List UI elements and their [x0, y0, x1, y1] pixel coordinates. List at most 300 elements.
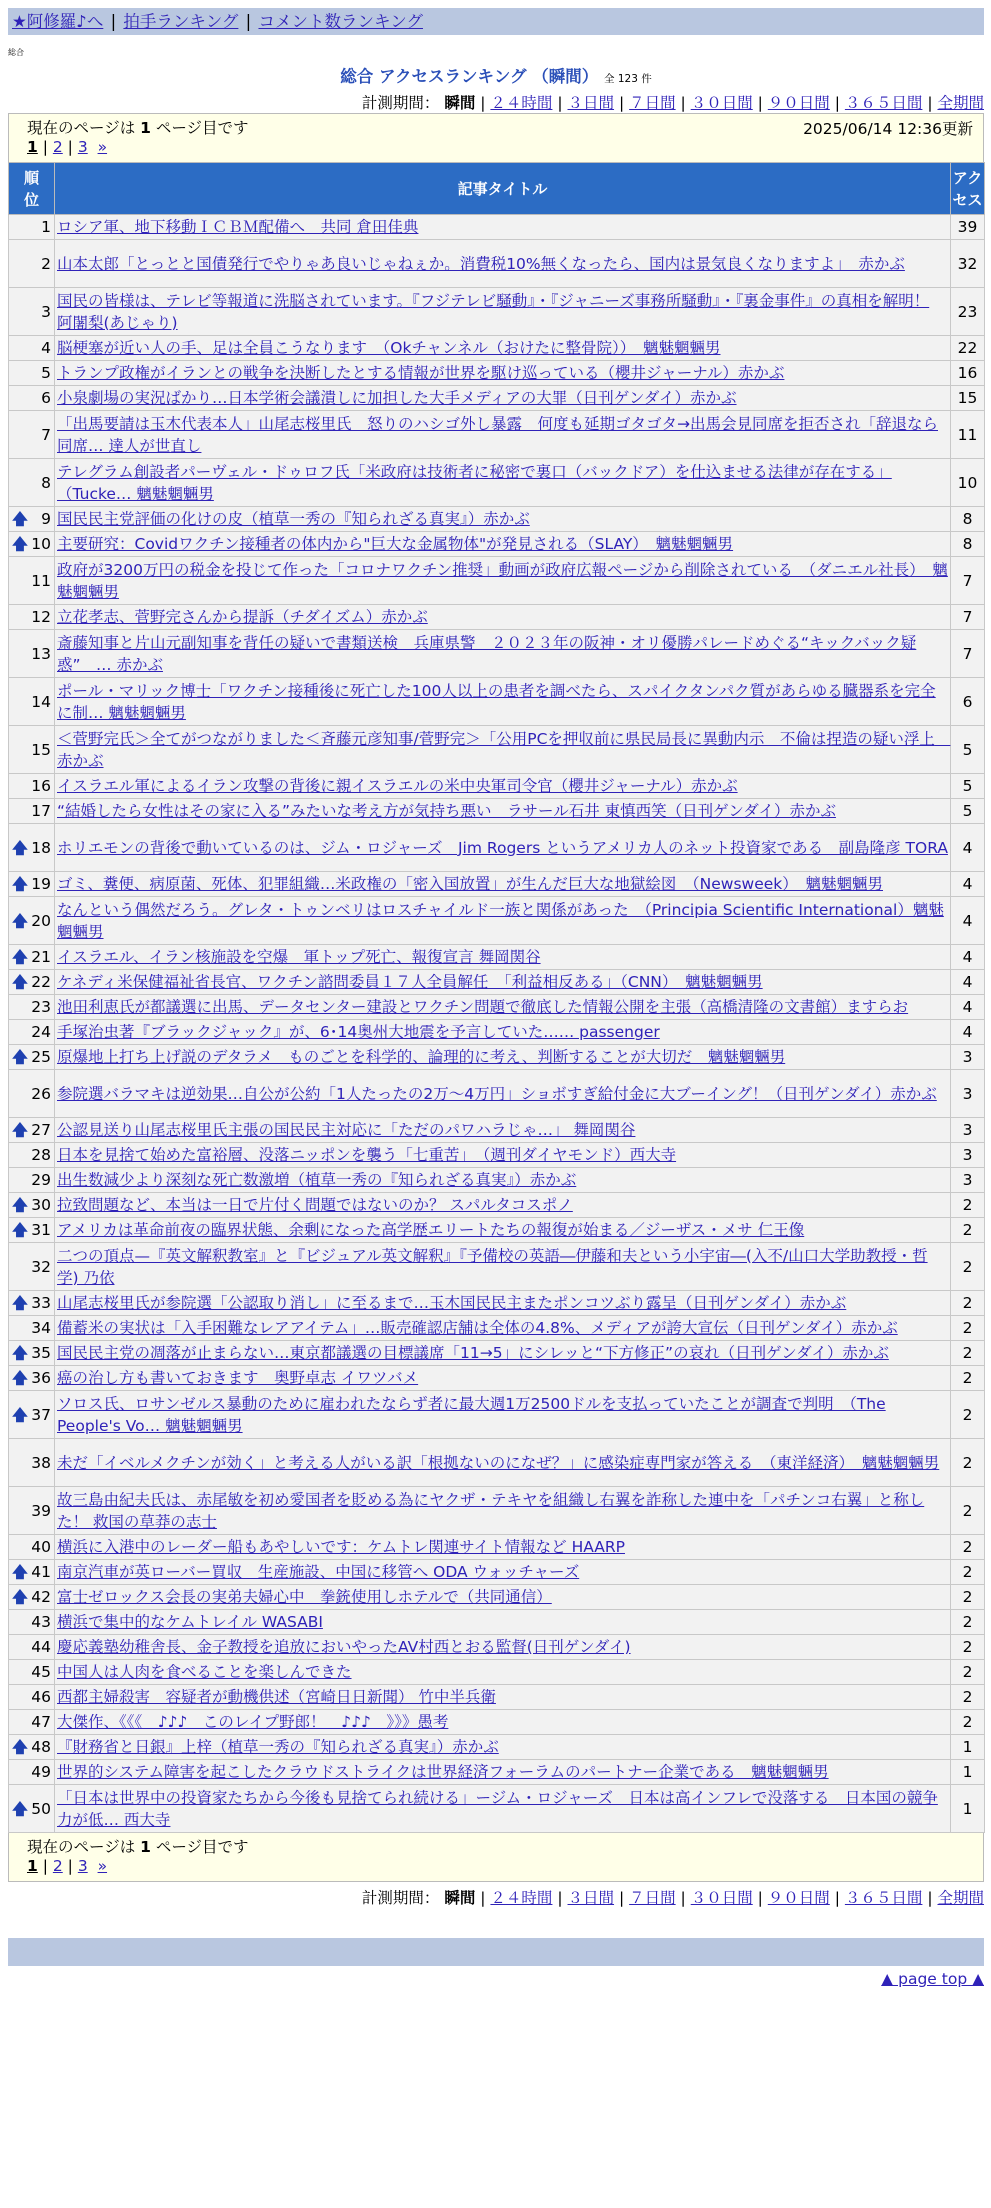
title-cell — [55, 1487, 951, 1535]
article-link[interactable]: ホリエモンの背後で動いているのは、ジム・ロジャーズ Jim Rogers というアメリカ人のネット投資家である 副島隆彦 TORA — [57, 838, 948, 857]
access-cell: 7 — [951, 605, 985, 630]
access-cell: 5 — [951, 774, 985, 799]
rank-cell: 34 — [9, 1316, 55, 1341]
title-cell — [55, 1218, 951, 1243]
access-cell: 4 — [951, 945, 985, 970]
page-links: 1 | 2 | 3 » — [27, 138, 108, 156]
access-cell: 2 — [951, 1341, 985, 1366]
title-cell — [55, 1020, 951, 1045]
title-cell — [55, 1291, 951, 1316]
title-cell — [55, 1560, 951, 1585]
table-row — [9, 1560, 985, 1585]
comment-ranking-link[interactable]: コメント数ランキング — [258, 12, 423, 31]
title-cell — [55, 824, 951, 872]
access-cell: 8 — [951, 532, 985, 557]
rank-cell: 🡅 21 — [9, 945, 55, 970]
rank-cell: 24 — [9, 1020, 55, 1045]
article-link[interactable]: 小泉劇場の実況ばかり…日本学術会議潰しに加担した大手メディアの大罪（日刊ゲンダイ）赤かぶ — [57, 389, 737, 407]
access-cell: 4 — [951, 970, 985, 995]
article-link[interactable]: 手塚治虫著『ブラックジャック』が、6･14奥州大地震を予言していた…… passenger — [57, 1023, 660, 1041]
up-arrow-icon: 🡅 — [12, 948, 28, 966]
article-link[interactable]: 原爆地上打ち上げ説のデタラメ ものごとを科学的、論理的に考え、判断することが大切だ 魑魅魍魎男 — [57, 1048, 786, 1066]
up-arrow-icon: 🡅 — [12, 1221, 28, 1239]
updated-time: 2025/06/14 12:36更新 — [803, 120, 973, 138]
table-row — [9, 1535, 985, 1560]
rank-cell: 3 — [9, 288, 55, 336]
rank-cell: 2 — [9, 240, 55, 288]
rank-cell: 46 — [9, 1685, 55, 1710]
page-title — [8, 63, 984, 87]
page-status: 現在のページは 1 ページ目です — [27, 119, 249, 137]
access-cell: 6 — [951, 678, 985, 726]
rank-cell: 🡅 48 — [9, 1735, 55, 1760]
title-cell — [55, 1735, 951, 1760]
title-cell — [55, 288, 951, 336]
table-row — [9, 1735, 985, 1760]
up-arrow-icon: 🡅 — [12, 1048, 28, 1066]
rank-cell: 32 — [9, 1243, 55, 1291]
page-top-link[interactable]: ▲ page top ▲ — [881, 1970, 984, 1988]
rank-cell: 28 — [9, 1143, 55, 1168]
rank-cell: 1 — [9, 215, 55, 240]
table-row — [9, 726, 985, 774]
article-link[interactable]: 世界的システム障害を起こしたクラウドストライクは世界経済フォーラムのパートナー企業である 魑魅魍魎男 — [57, 1763, 829, 1781]
article-link[interactable]: 日本を見捨て始めた富裕層、没落ニッポンを襲う「七重苦」 （週刊ダイヤモンド）西大寺 — [57, 1146, 677, 1164]
article-link[interactable]: 癌の治し方も書いておきます 奥野卓志 イワツバメ — [57, 1369, 419, 1387]
table-row — [9, 215, 985, 240]
period-link[interactable]: ３日間 — [567, 94, 615, 112]
article-link[interactable]: 池田利恵氏が都議選に出馬、データセンター建設とワクチン問題で徹底した情報公開を主張（高橋清隆の文書館）ますらお — [57, 998, 909, 1016]
access-cell: 2 — [951, 1535, 985, 1560]
article-link[interactable]: 「出馬要請は玉木代表本人」山尾志桜里氏 怒りのハシゴ外し暴露 何度も延期ゴタゴタ→出馬会見同席を拒否され「辞退なら同席… 達人が世直し — [57, 414, 938, 455]
access-cell: 2 — [951, 1685, 985, 1710]
access-cell: 2 — [951, 1439, 985, 1487]
rank-cell: 🡅 35 — [9, 1341, 55, 1366]
title-cell — [55, 970, 951, 995]
access-cell: 3 — [951, 1070, 985, 1118]
access-cell: 7 — [951, 557, 985, 605]
access-cell: 3 — [951, 1168, 985, 1193]
table-row — [9, 459, 985, 507]
table-row — [9, 897, 985, 945]
access-cell: 1 — [951, 1760, 985, 1785]
article-link[interactable]: 「日本は世界中の投資家たちから今後も見捨てられ続ける」ージム・ロジャーズ 日本は高インフレで没落する 日本国の競争力が低… 西大寺 — [57, 1788, 938, 1829]
title-cell — [55, 872, 951, 897]
rank-cell: 🡅 9 — [9, 507, 55, 532]
table-row — [9, 774, 985, 799]
up-arrow-icon: 🡅 — [12, 535, 28, 553]
table-row — [9, 1020, 985, 1045]
rank-cell: 🡅 33 — [9, 1291, 55, 1316]
title-cell — [55, 1439, 951, 1487]
article-link[interactable]: 大傑作、《《《 ♪♪♪ このレイプ野郎！ ♪♪♪ 》》》愚考 — [57, 1713, 449, 1731]
page-link[interactable]: 2 — [52, 1857, 63, 1875]
access-cell: 2 — [951, 1635, 985, 1660]
period-link[interactable]: ３０日間 — [690, 94, 753, 112]
access-cell: 2 — [951, 1610, 985, 1635]
table-row — [9, 1218, 985, 1243]
period-label: 計測期間： — [361, 1889, 440, 1907]
article-link[interactable]: ポール・マリック博士「ワクチン接種後に死亡した100人以上の患者を調べたら、スパイクタンパク質があらゆる臓器系を完全に制… 魑魅魍魎男 — [57, 681, 936, 722]
page-link[interactable]: » — [97, 138, 108, 156]
table-row — [9, 386, 985, 411]
rank-cell: 23 — [9, 995, 55, 1020]
title-cell — [55, 897, 951, 945]
title-cell — [55, 1316, 951, 1341]
rank-cell: 🡅 31 — [9, 1218, 55, 1243]
article-link[interactable]: テレグラム創設者パーヴェル・ドゥロフ氏「米政府は技術者に秘密で裏口（バックドア）を仕込ませる法律が存在する」（Tucke… 魑魅魍魎男 — [57, 462, 892, 503]
up-arrow-icon: 🡅 — [12, 1196, 28, 1214]
article-link[interactable]: イスラエル軍によるイラン攻撃の背後に親イスラエルの米中央軍司令官（櫻井ジャーナル）赤かぶ — [57, 777, 738, 795]
period-link[interactable]: ７日間 — [629, 94, 676, 112]
home-link[interactable]: ★阿修羅♪へ — [12, 12, 104, 31]
rank-cell: 🡅 41 — [9, 1560, 55, 1585]
title-cell — [55, 215, 951, 240]
rank-cell: 7 — [9, 411, 55, 459]
up-arrow-icon: 🡅 — [12, 1563, 28, 1581]
title-cell — [55, 386, 951, 411]
up-arrow-icon: 🡅 — [12, 875, 28, 893]
article-link[interactable]: 斎藤知事と片山元副知事を背任の疑いで書類送検 兵庫県警 ２０２３年の阪神・オリ優勝パレードめぐる“キックバック疑惑” … 赤かぶ — [57, 633, 917, 674]
access-cell: 2 — [951, 1218, 985, 1243]
title-cell — [55, 1635, 951, 1660]
title-cell — [55, 507, 951, 532]
nav-separator: | — [110, 12, 117, 31]
up-arrow-icon: 🡅 — [12, 1738, 28, 1756]
access-cell: 8 — [951, 507, 985, 532]
period-link[interactable]: ７日間 — [629, 1889, 676, 1907]
title-cell — [55, 532, 951, 557]
rank-cell: 29 — [9, 1168, 55, 1193]
title-cell — [55, 411, 951, 459]
article-link[interactable]: ＜菅野完氏＞全てがつながりました＜斉藤元彦知事/菅野完＞「公用PCを押収前に県民局長に異動内示 不倫は捏造の疑い浮上 赤かぶ — [57, 729, 951, 770]
article-link[interactable]: 主要研究：Covidワクチン接種者の体内から"巨大な金属物体"が発見される（SLAY） 魑魅魍魎男 — [57, 535, 734, 553]
rank-cell: 🡅 19 — [9, 872, 55, 897]
page-links: 1 | 2 | 3 » — [27, 1857, 108, 1875]
access-header: アクセス — [951, 163, 985, 215]
table-row — [9, 1710, 985, 1735]
title-cell — [55, 678, 951, 726]
title-cell — [55, 1243, 951, 1291]
table-row — [9, 995, 985, 1020]
article-link[interactable]: 山尾志桜里氏が参院選「公認取り消し」に至るまで…玉木国民民主またポンコツぶり露呈（日刊ゲンダイ）赤かぶ — [57, 1294, 847, 1312]
title-cell — [55, 1070, 951, 1118]
table-row — [9, 630, 985, 678]
access-cell: 4 — [951, 872, 985, 897]
up-arrow-icon: 🡅 — [12, 1344, 28, 1362]
access-cell: 4 — [951, 897, 985, 945]
up-arrow-icon: 🡅 — [12, 1294, 28, 1312]
page-link[interactable]: 3 — [77, 1857, 88, 1875]
table-row — [9, 240, 985, 288]
article-link[interactable]: 未だ「イベルメクチンが効く」と考える人がいる訳「根拠ないのになぜ？」に感染症専門家が答える （東洋経済） 魑魅魍魎男 — [57, 1453, 940, 1472]
period-link[interactable]: 全期間 — [937, 94, 984, 112]
title-cell — [55, 605, 951, 630]
article-link[interactable]: ゴミ、糞便、病原菌、死体、犯罪組織…米政権の「密入国放置」が生んだ巨大な地獄絵図 （Newsweek） 魑魅魍魎男 — [57, 875, 883, 893]
table-row — [9, 1045, 985, 1070]
page-title-text: 総合 アクセスランキング （瞬間） — [340, 67, 599, 86]
rank-header: 順位 — [9, 163, 55, 215]
footer-bar — [8, 1938, 984, 1966]
article-link[interactable]: 慶応義塾幼稚舎長、金子教授を追放においやったAV村西とおる監督(日刊ゲンダイ) — [57, 1638, 631, 1656]
table-row — [9, 532, 985, 557]
article-link[interactable]: イスラエル、イラン核施設を空爆 軍トップ死亡、報復宣言 舞岡関谷 — [57, 948, 541, 966]
table-row — [9, 1143, 985, 1168]
table-row — [9, 1118, 985, 1143]
article-link[interactable]: ソロス氏、ロサンゼルス暴動のために雇われたならず者に最大週1万2500ドルを支払っていたことが調査で判明 （The People's Vo… 魑魅魍魎男 — [57, 1394, 886, 1435]
article-link[interactable]: 中国人は人肉を食べることを楽しんできた — [57, 1663, 352, 1681]
access-cell: 10 — [951, 459, 985, 507]
page-link[interactable]: » — [97, 1857, 108, 1875]
rank-cell: 15 — [9, 726, 55, 774]
title-cell — [55, 1535, 951, 1560]
article-link[interactable]: 富士ゼロックス会長の実弟夫婦心中 拳銃使用しホテルで（共同通信） — [57, 1588, 552, 1606]
period-link[interactable]: 全期間 — [937, 1889, 984, 1907]
access-cell: 2 — [951, 1243, 985, 1291]
article-link[interactable]: “結婚したら女性はその家に入る”みたいな考え方が気持ち悪い ラサール石井 東慎西笑（日刊ゲンダイ）赤かぶ — [57, 802, 836, 820]
period-link[interactable]: ９０日間 — [767, 1889, 830, 1907]
access-cell: 4 — [951, 1020, 985, 1045]
ranking-table — [8, 162, 985, 1833]
table-row — [9, 970, 985, 995]
up-arrow-icon: 🡅 — [12, 1405, 28, 1424]
title-cell — [55, 1685, 951, 1710]
title-cell — [55, 1366, 951, 1391]
rank-cell: 26 — [9, 1070, 55, 1118]
category-tag: 総合 — [8, 48, 24, 57]
rank-cell: 🡅 20 — [9, 897, 55, 945]
title-cell — [55, 630, 951, 678]
current-page: 1 — [27, 1857, 38, 1875]
up-arrow-icon: 🡅 — [12, 510, 28, 528]
up-arrow-icon: 🡅 — [12, 1799, 28, 1818]
period-link[interactable]: ３６５日間 — [844, 1889, 923, 1907]
article-link[interactable]: 立花孝志、菅野完さんから提訴（チダイズム）赤かぶ — [57, 608, 428, 626]
article-link[interactable]: 参院選バラマキは逆効果…自公が公約「1人たったの2万～4万円」ショボすぎ給付金に大ブーイング！（日刊ゲンダイ）赤かぶ — [57, 1084, 937, 1103]
title-cell — [55, 361, 951, 386]
rank-cell: 5 — [9, 361, 55, 386]
table-row — [9, 288, 985, 336]
period-current: 瞬間 — [444, 1889, 476, 1907]
up-arrow-icon: 🡅 — [12, 1588, 28, 1606]
access-cell: 2 — [951, 1560, 985, 1585]
top-nav — [8, 8, 984, 35]
rank-cell: 🡅 36 — [9, 1366, 55, 1391]
title-cell — [55, 1118, 951, 1143]
access-cell: 2 — [951, 1585, 985, 1610]
table-row — [9, 824, 985, 872]
access-cell: 1 — [951, 1785, 985, 1833]
rank-cell: 45 — [9, 1660, 55, 1685]
title-cell — [55, 1760, 951, 1785]
table-row — [9, 872, 985, 897]
article-link[interactable]: 故三島由紀夫氏は、赤尾敏を初め愛国者を貶める為にヤクザ・テキヤを組織し右翼を詐称した連中を「パチンコ右翼」と称した！ 救国の草莽の志士 — [57, 1490, 925, 1531]
title-cell — [55, 1710, 951, 1735]
rank-cell: 43 — [9, 1610, 55, 1635]
table-row — [9, 799, 985, 824]
table-row — [9, 1193, 985, 1218]
access-cell: 2 — [951, 1487, 985, 1535]
title-cell — [55, 240, 951, 288]
access-cell: 16 — [951, 361, 985, 386]
rank-cell: 🡅 37 — [9, 1391, 55, 1439]
title-cell — [55, 995, 951, 1020]
access-cell: 4 — [951, 824, 985, 872]
rank-cell: 4 — [9, 336, 55, 361]
article-link[interactable]: 横浜で集中的なケムトレイル WASABI — [57, 1613, 323, 1631]
access-cell: 5 — [951, 799, 985, 824]
table-row — [9, 507, 985, 532]
title-cell — [55, 557, 951, 605]
table-row — [9, 1785, 985, 1833]
table-row — [9, 1635, 985, 1660]
table-row — [9, 1610, 985, 1635]
access-cell: 11 — [951, 411, 985, 459]
rank-cell: 11 — [9, 557, 55, 605]
rank-cell: 44 — [9, 1635, 55, 1660]
article-link[interactable]: ロシア軍、地下移動ＩＣＢＭ配備へ 共同 倉田佳典 — [57, 218, 419, 236]
table-row — [9, 1585, 985, 1610]
article-link[interactable]: 出生数減少より深刻な死亡数激増（植草一秀の『知られざる真実』）赤かぶ — [57, 1171, 577, 1189]
access-cell: 2 — [951, 1391, 985, 1439]
access-cell: 2 — [951, 1316, 985, 1341]
pager-top — [8, 113, 984, 162]
period-label: 計測期間： — [361, 94, 440, 112]
access-cell: 1 — [951, 1735, 985, 1760]
table-row — [9, 1291, 985, 1316]
rank-cell: 13 — [9, 630, 55, 678]
title-cell — [55, 799, 951, 824]
page-link[interactable]: 3 — [77, 138, 88, 156]
rank-cell: 🡅 25 — [9, 1045, 55, 1070]
rank-cell: 39 — [9, 1487, 55, 1535]
title-cell — [55, 1660, 951, 1685]
article-link[interactable]: 備蓄米の実状は「入手困難なレアアイテム」…販売確認店舗は全体の4.8%、メディアが誇大宣伝（日刊ゲンダイ）赤かぶ — [57, 1319, 898, 1337]
title-cell — [55, 1045, 951, 1070]
rank-cell: 6 — [9, 386, 55, 411]
access-cell: 2 — [951, 1366, 985, 1391]
title-cell — [55, 945, 951, 970]
table-row — [9, 945, 985, 970]
article-link[interactable]: なんという偶然だろう。グレタ・トゥンベリはロスチャイルド一族と関係があった （Principia Scientific International）魑魅魍魎男 — [57, 900, 944, 941]
table-row — [9, 678, 985, 726]
current-page: 1 — [27, 138, 38, 156]
access-cell: 3 — [951, 1118, 985, 1143]
clap-ranking-link[interactable]: 拍手ランキング — [123, 12, 239, 31]
article-link[interactable]: 脳梗塞が近い人の手、足は全員こうなります （Okチャンネル（おけたに整骨院）） 魑魅魍魎男 — [57, 339, 721, 357]
period-link[interactable]: ２４時間 — [490, 1889, 553, 1907]
article-link[interactable]: 二つの頂点—『英文解釈教室』と『ビジュアル英文解釈』『予備校の英語―伊藤和夫という小宇宙―(入不/山口大学助教授・哲学) 乃依 — [57, 1246, 928, 1287]
table-row — [9, 336, 985, 361]
article-link[interactable]: トランプ政権がイランとの戦争を決断したとする情報が世界を駆け巡っている（櫻井ジャーナル）赤かぶ — [57, 364, 785, 382]
rank-cell: 🡅 22 — [9, 970, 55, 995]
rank-cell: 12 — [9, 605, 55, 630]
period-link[interactable]: ３０日間 — [690, 1889, 753, 1907]
article-link[interactable]: 国民民主党の凋落が止まらない…東京都議選の目標議席「11→5」にシレッと“下方修正”の哀れ（日刊ゲンダイ）赤かぶ — [57, 1344, 889, 1362]
period-link[interactable]: ９０日間 — [767, 94, 830, 112]
period-selector: 計測期間： 瞬間 | ２４時間 | ３日間 | ７日間 | ３０日間 | ９０日間 | ３６５日間 | 全期間 — [361, 94, 984, 112]
period-link[interactable]: ３６５日間 — [844, 94, 923, 112]
up-arrow-icon: 🡅 — [12, 973, 28, 991]
article-link[interactable]: 国民の皆様は、テレビ等報道に洗脳されています。『フジテレビ騒動』・『ジャニーズ事務所騒動』・『裏金事件』の真相を解明！ 阿闍梨(あじゃり) — [57, 291, 930, 332]
title-cell — [55, 726, 951, 774]
title-cell — [55, 1785, 951, 1833]
table-row — [9, 557, 985, 605]
period-link[interactable]: ３日間 — [567, 1889, 615, 1907]
up-arrow-icon: 🡅 — [12, 1121, 28, 1139]
page-top — [8, 1970, 984, 1988]
rank-cell: 14 — [9, 678, 55, 726]
table-row — [9, 1168, 985, 1193]
rank-cell: 38 — [9, 1439, 55, 1487]
title-header: 記事タイトル — [55, 163, 951, 215]
article-link[interactable]: 西都主婦殺害 容疑者が動機供述（宮崎日日新聞） 竹中半兵衛 — [57, 1688, 496, 1706]
rank-cell: 🡅 42 — [9, 1585, 55, 1610]
access-cell: 32 — [951, 240, 985, 288]
rank-cell: 🡅 18 — [9, 824, 55, 872]
access-cell: 23 — [951, 288, 985, 336]
table-row — [9, 1439, 985, 1487]
title-cell — [55, 774, 951, 799]
page-link[interactable]: 2 — [52, 138, 63, 156]
period-current: 瞬間 — [444, 94, 476, 112]
article-link[interactable]: 『財務省と日銀』上梓（植草一秀の『知られざる真実』）赤かぶ — [57, 1738, 499, 1756]
table-row — [9, 411, 985, 459]
rank-cell: 47 — [9, 1710, 55, 1735]
access-cell: 4 — [951, 995, 985, 1020]
article-link[interactable]: 拉致問題など、本当は一日で片付く問題ではないのか？ スパルタコスポノ — [57, 1196, 573, 1214]
rank-cell: 🡅 30 — [9, 1193, 55, 1218]
access-cell: 2 — [951, 1660, 985, 1685]
period-link[interactable]: ２４時間 — [490, 94, 553, 112]
article-link[interactable]: 南京汽車が英ローバー買収 生産施設、中国に移管へ ODA ウォッチャーズ — [57, 1563, 580, 1581]
article-link[interactable]: 山本太郎「とっとと国債発行でやりゃあ良いじゃねぇか。消費税10%無くなったら、国内は景気良くなりますよ」 赤かぶ — [57, 254, 905, 273]
table-row — [9, 1070, 985, 1118]
title-cell — [55, 459, 951, 507]
rank-cell: 🡅 50 — [9, 1785, 55, 1833]
article-link[interactable]: 公認見送り山尾志桜里氏主張の国民民主対応に「ただのパワハラじゃ…」 舞岡関谷 — [57, 1121, 636, 1139]
access-cell: 2 — [951, 1193, 985, 1218]
nav-separator: | — [245, 12, 252, 31]
title-cell — [55, 1341, 951, 1366]
rank-cell: 17 — [9, 799, 55, 824]
access-cell: 7 — [951, 630, 985, 678]
table-row — [9, 1391, 985, 1439]
article-link[interactable]: 横浜に入港中のレーダー船もあやしいです：ケムトレ関連サイト情報など HAARP — [57, 1538, 625, 1556]
title-cell — [55, 1391, 951, 1439]
access-cell: 5 — [951, 726, 985, 774]
total-count: 全 123 件 — [604, 73, 652, 85]
up-arrow-icon: 🡅 — [12, 838, 28, 857]
access-cell: 15 — [951, 386, 985, 411]
rank-cell: 🡅 27 — [9, 1118, 55, 1143]
table-row — [9, 1341, 985, 1366]
article-link[interactable]: 政府が3200万円の税金を投じて作った「コロナワクチン推奨」動画が政府広報ページから削除されている （ダニエル社長） 魑魅魍魎男 — [57, 560, 948, 601]
article-link[interactable]: 国民民主党評価の化けの皮（植草一秀の『知られざる真実』）赤かぶ — [57, 510, 530, 528]
rank-cell: 8 — [9, 459, 55, 507]
rank-cell: 16 — [9, 774, 55, 799]
page-status: 現在のページは 1 ページ目です — [27, 1838, 249, 1856]
title-cell — [55, 1585, 951, 1610]
table-row — [9, 605, 985, 630]
access-cell: 3 — [951, 1143, 985, 1168]
title-cell — [55, 336, 951, 361]
pager-bottom — [8, 1833, 984, 1882]
table-row — [9, 1760, 985, 1785]
article-link[interactable]: ケネディ米保健福祉省長官、ワクチン諮問委員１７人全員解任 「利益相反ある」（CNN） 魑魅魍魎男 — [57, 973, 763, 991]
article-link[interactable]: アメリカは革命前夜の臨界状態、余剰になった高学歴エリートたちの報復が始まる／ジーザス・メサ 仁王像 — [57, 1221, 805, 1239]
up-arrow-icon: 🡅 — [12, 911, 28, 930]
